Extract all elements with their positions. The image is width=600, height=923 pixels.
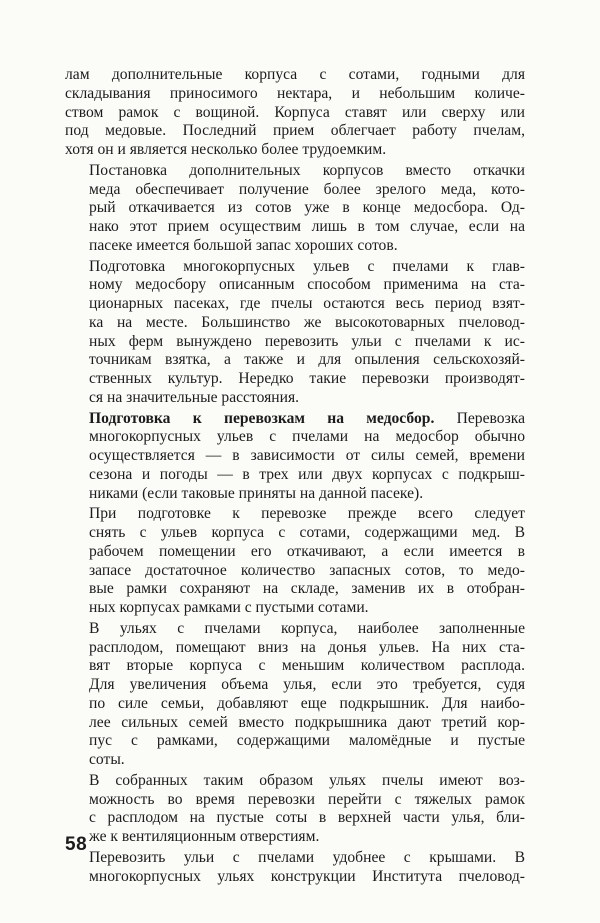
- page-number: 58: [65, 834, 88, 855]
- text-line: вые рамки сохраняют на складе, заменив их в отобран-: [89, 580, 525, 598]
- paragraph: [65, 505, 525, 618]
- paragraph: [65, 772, 525, 847]
- text-line: пасеке имеется большой запас хороших сотов.: [89, 236, 398, 254]
- text-line: вят вторые корпуса с меньшим количеством расплода.: [89, 657, 525, 675]
- text-line: запасе достаточное количество запасных сотов, то медо-: [89, 561, 525, 579]
- text-line: осуществляется — в зависимости от силы семей, времени: [89, 447, 525, 464]
- paragraph: [65, 620, 525, 770]
- text-line: расплодом, помещают вниз на донья ульев. На них ста-: [89, 638, 525, 656]
- paragraph: [65, 162, 525, 256]
- section-heading: Подготовка к перевозкам на медосбор.: [89, 409, 435, 427]
- text-line: ством рамок с вощиной. Корпуса ставят или сверху или: [65, 103, 525, 121]
- text-line: соты.: [89, 751, 125, 768]
- text-line: В собранных таким образом ульях пчелы имеют воз-: [89, 771, 525, 789]
- text-line: многокорпусных ульях конструкции Института пчеловод-: [89, 867, 525, 885]
- text-line: ному медосбору описанным способом применима на ста-: [89, 276, 525, 294]
- text-line: хотя он и является несколько более трудоемким.: [65, 141, 387, 158]
- text-line: под медовые. Последний прием облегчает работу пчелам,: [65, 122, 525, 140]
- text-line: Для увеличения объема улья, если это требуется, судя: [89, 676, 525, 693]
- text-line: ных корпусах рамками с пустыми сотами.: [89, 599, 369, 616]
- paragraph: [65, 66, 525, 160]
- text-line: ка на месте. Большинство же высокотоварных пчеловод-: [89, 313, 525, 331]
- text-line: При подготовке к перевозке прежде всего следует: [89, 505, 525, 523]
- paragraph: [65, 410, 525, 504]
- paragraph: [65, 258, 525, 408]
- text-line: сезона и погоды — в трех или двух корпусах с подкрыш-: [89, 465, 525, 483]
- text-line: лее сильных семей вместо подкрышника дают третий кор-: [89, 713, 525, 731]
- text-line: пус с рамками, содержащими маломёдные и пустые: [89, 732, 525, 750]
- text-line: можность во время перевозки перейти с тяжелых рамок: [89, 790, 525, 808]
- paragraph: [65, 849, 525, 887]
- text-line: ных ферм вынуждено перевозить ульи с пчелами к ис-: [89, 332, 525, 350]
- text-run: Перевозка: [434, 409, 525, 427]
- text-line: Постановка дополнительных корпусов вместо откачки: [89, 161, 525, 179]
- text-line: с расплодом на пустые соты в верхней части улья, бли-: [89, 809, 525, 827]
- body-text: [65, 66, 525, 886]
- text-line: многокорпусных ульев с пчелами на медосбор обычно: [89, 428, 525, 446]
- text-line: ственных культур. Нередко такие перевозки производят-: [89, 370, 525, 387]
- text-line: рый откачивается из сотов уже в конце медосбора. Од-: [89, 199, 525, 217]
- text-line: никами (если таковые приняты на данной пасеке).: [89, 484, 424, 502]
- text-line: рабочем помещении его откачивают, а если имеется в: [89, 542, 525, 560]
- text-line: же к вентиляционным отверстиям.: [89, 828, 320, 845]
- text-line: ся на значительные расстояния.: [89, 388, 300, 406]
- text-line: складывания приносимого нектара, и небольшим количе-: [65, 84, 525, 102]
- text-line: Перевозить ульи с пчелами удобнее с крышами. В: [89, 848, 525, 866]
- text-line: точникам взятка, а также и для опыления сельскохозяй-: [89, 351, 525, 369]
- text-line: Подготовка многокорпусных ульев с пчелами к глав-: [89, 257, 525, 275]
- text-line: по силе семьи, добавляют еще подкрышник. Для наибо-: [89, 694, 525, 712]
- text-line: лам дополнительные корпуса с сотами, годными для: [65, 66, 525, 83]
- text-line: [65, 410, 525, 429]
- text-line: меда обеспечивает получение более зрелого меда, кото-: [89, 180, 525, 198]
- text-line: В ульях с пчелами корпуса, наиболее заполненные: [89, 619, 525, 637]
- text-line: нако этот прием осуществим лишь в том случае, если на: [89, 218, 525, 235]
- text-line: снять с ульев корпуса с сотами, содержащими мед. В: [89, 524, 525, 541]
- text-line: ционарных пасеках, где пчелы остаются весь период взят-: [89, 295, 525, 312]
